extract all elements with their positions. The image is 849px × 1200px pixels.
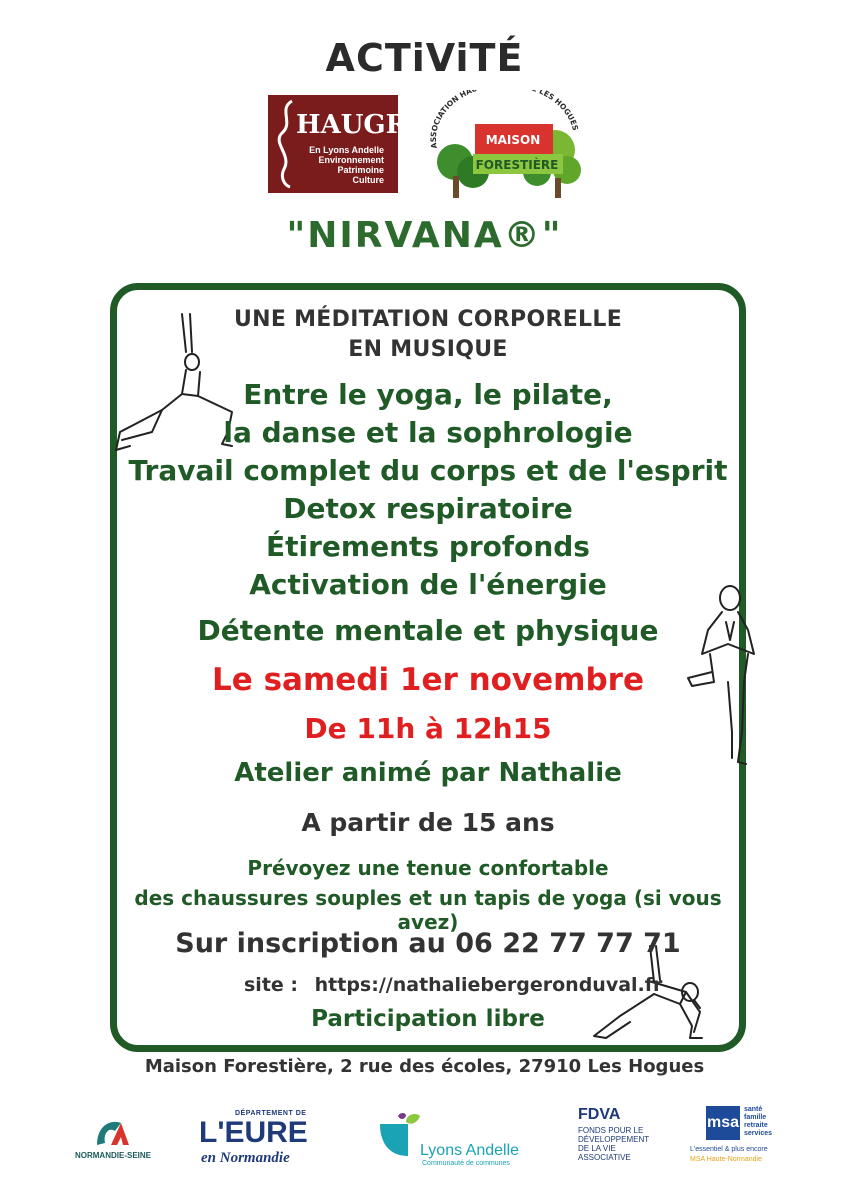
subtitle: UNE MÉDITATION CORPORELLE EN MUSIQUE (233, 307, 623, 362)
credit-agricole-logo: NORMANDIE-SEINE (68, 1115, 158, 1160)
maison-line2: FORESTIÈRE (475, 158, 559, 172)
eure-logo: DÉPARTEMENT DE L'EURE en Normandie (199, 1110, 308, 1166)
lyons-andelle-logo: Lyons Andelle Communauté de communes (378, 1110, 528, 1170)
haugr-tagline: En Lyons Andelle Environnement Patrimoine Culture (309, 145, 384, 185)
feature-line: Detox respiratoire (283, 492, 573, 525)
address: Maison Forestière, 2 rue des écoles, 27910 Les Hogues (144, 1056, 705, 1077)
site-info (244, 974, 662, 996)
prevoir-line: Prévoyez une tenue confortable (247, 856, 609, 880)
site-url-link[interactable]: https://nathaliebergeronduval.fr (314, 974, 663, 996)
credit-agricole-icon (93, 1115, 133, 1149)
prevoir-line: des chaussures souples et un tapis de yoga (si vous avez) (134, 886, 722, 934)
feature-line: Détente mentale et physique (197, 614, 659, 647)
event-title: "NIRVANA®" (286, 215, 563, 256)
maison-line1: MAISON (485, 133, 541, 147)
maison-arc-text: ASSOCIATION HA LES HOGUES (428, 90, 581, 150)
activite-heading: ACTiViTÉ (325, 36, 524, 80)
maison-forestiere-emblem (425, 90, 585, 205)
feature-line: Activation de l'énergie (249, 568, 607, 601)
maison-forestiere-logo (425, 90, 585, 205)
age-requirement: A partir de 15 ans (301, 808, 555, 837)
participation: Participation libre (311, 1006, 545, 1032)
atelier-host: Atelier animé par Nathalie (234, 758, 622, 788)
feature-line: Étirements profonds (266, 530, 590, 563)
event-hours: De 11h à 12h15 (304, 712, 552, 745)
feature-line: la danse et la sophrologie (223, 416, 633, 449)
site-label: site : (244, 974, 299, 996)
inscription-phone: Sur inscription au 06 22 77 77 71 (175, 928, 681, 959)
feature-line: Entre le yoga, le pilate, (243, 378, 613, 411)
feature-line: Travail complet du corps et de l'esprit (128, 454, 728, 487)
fdva-logo: FDVA FONDS POUR LE DÉVELOPPEMENT DE LA VIE ASSOCIATIVE (578, 1106, 650, 1162)
lyons-andelle-icon (378, 1112, 422, 1162)
msa-logo: msa santé famille retraite services L'essentiel & plus encore MSA Haute-Normandie (690, 1106, 773, 1163)
event-date: Le samedi 1er novembre (212, 662, 644, 698)
haugr-title: HAUGR (296, 110, 408, 140)
haugr-logo (268, 95, 408, 193)
